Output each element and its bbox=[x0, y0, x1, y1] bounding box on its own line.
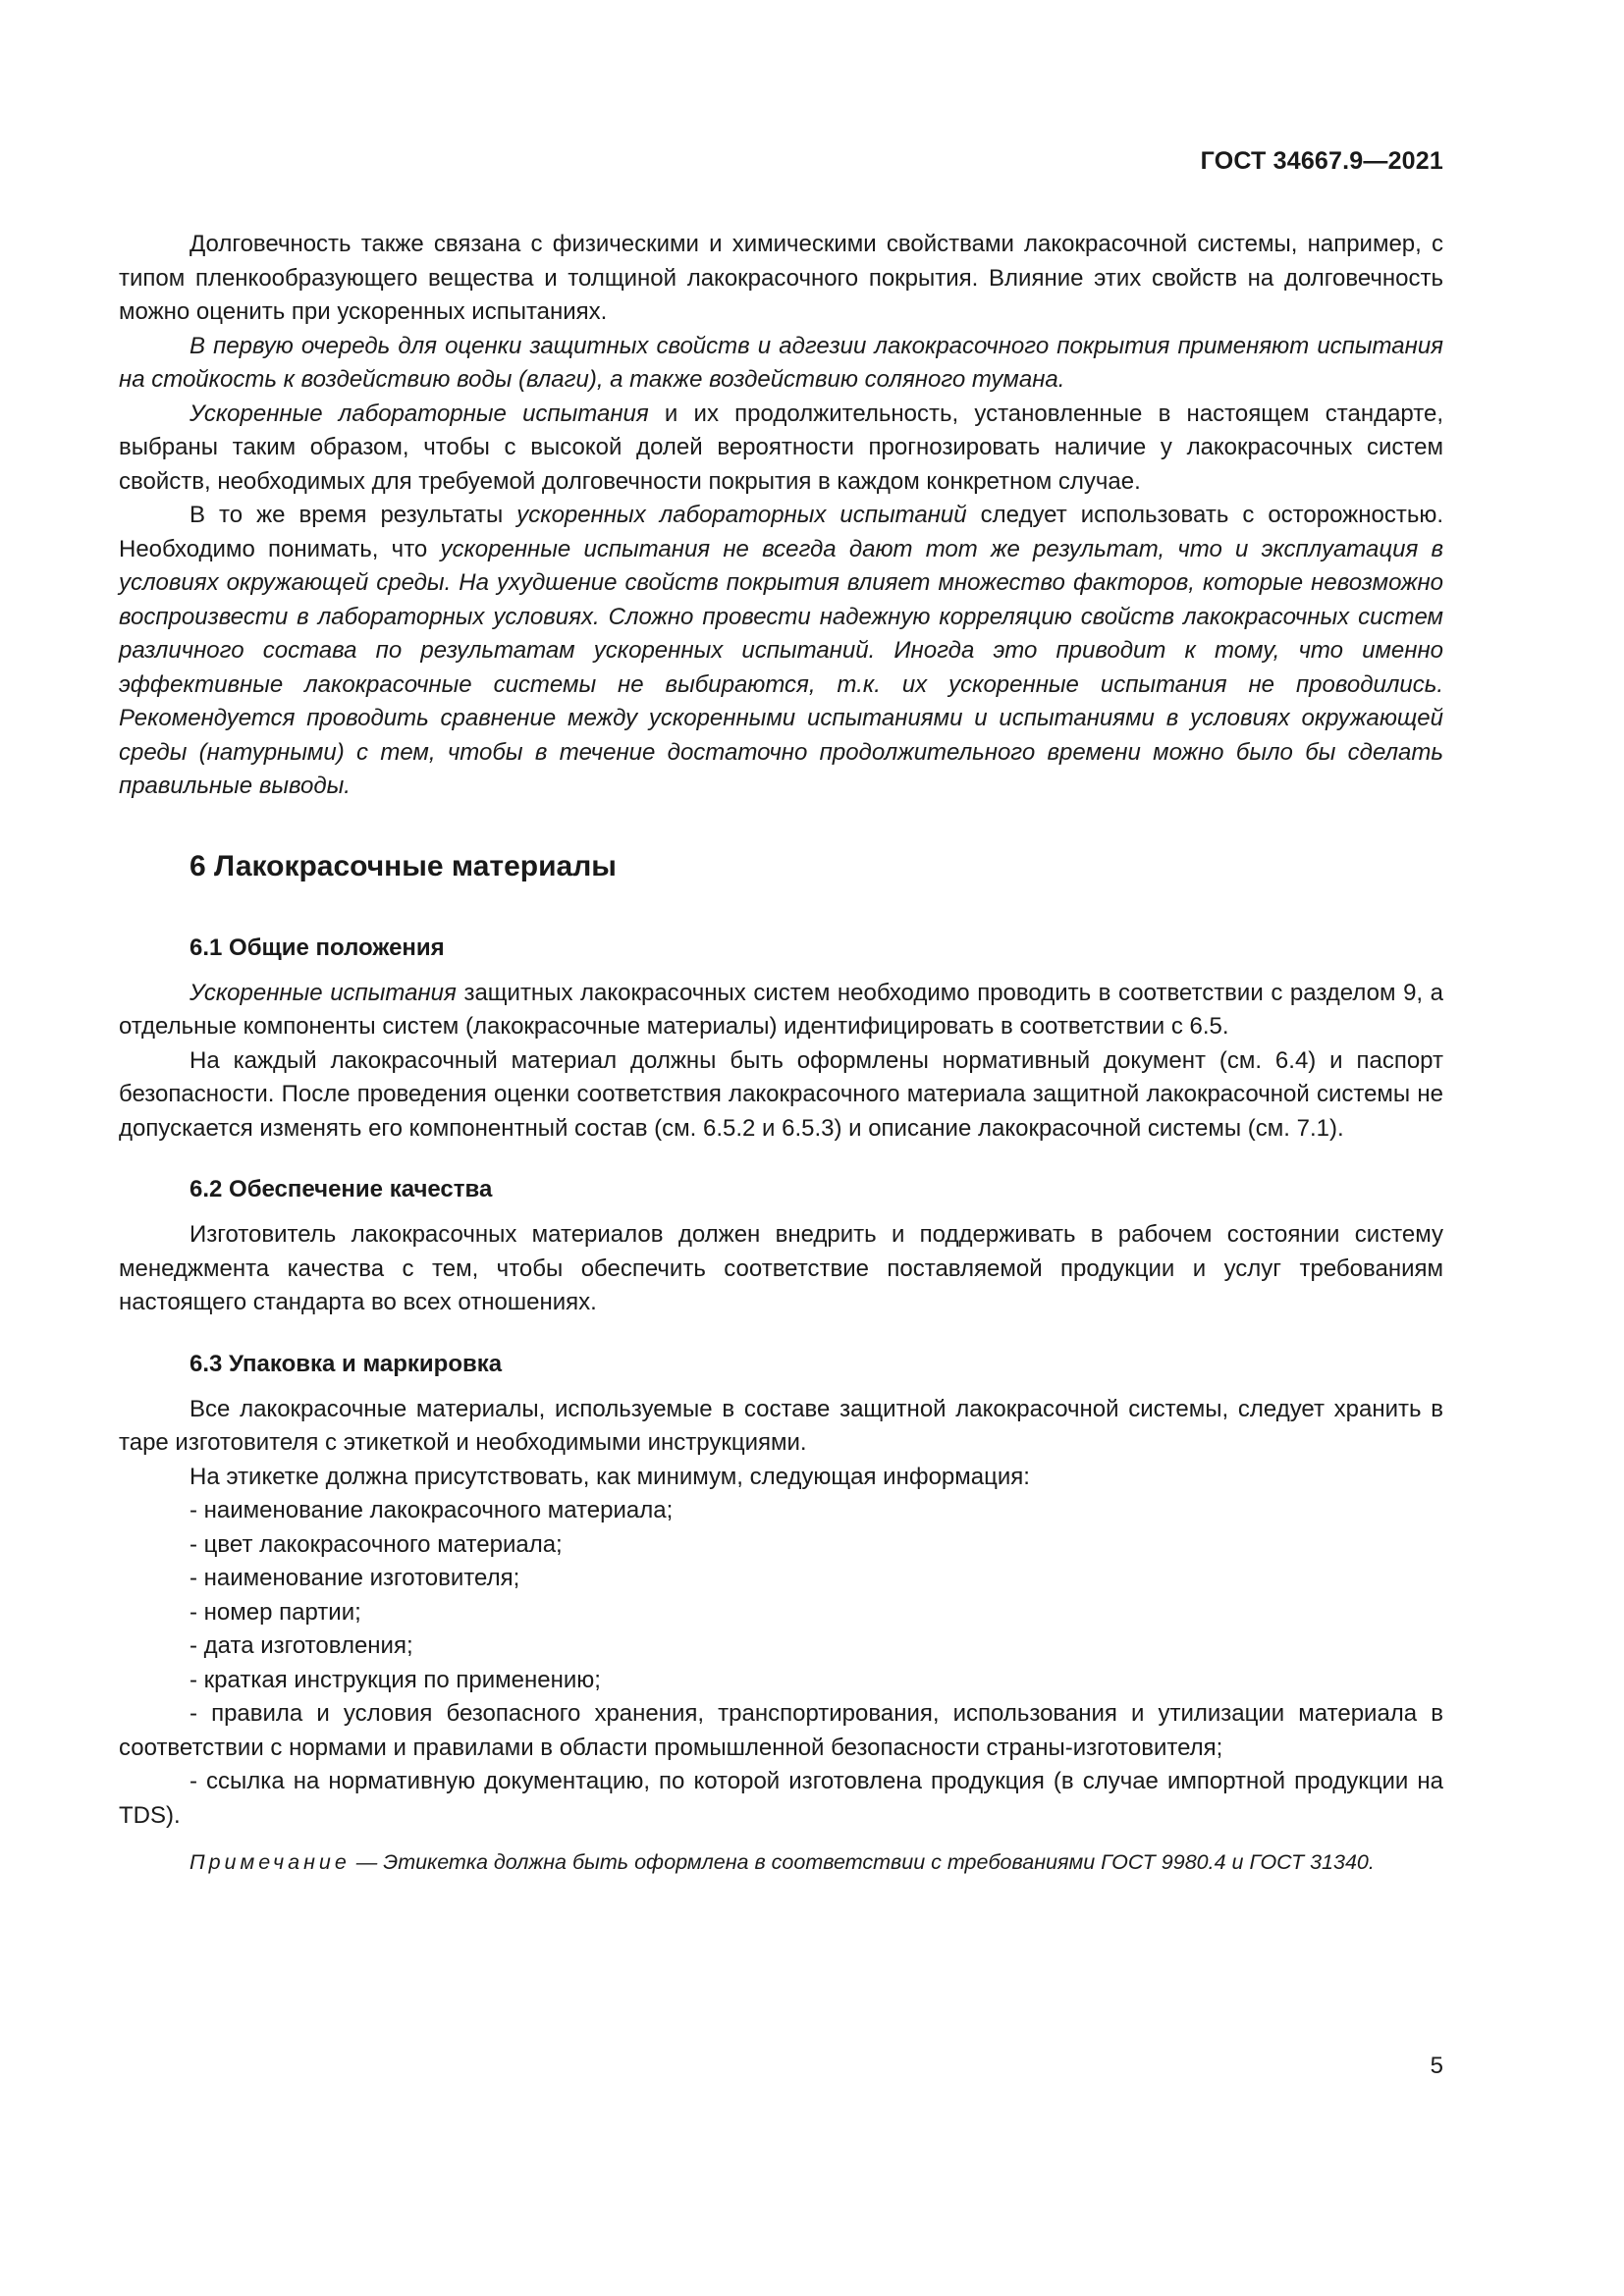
list-item: - дата изготовления; bbox=[189, 1632, 413, 1659]
list-item: - наименование изготовителя; bbox=[189, 1565, 520, 1591]
paragraph: Долговечность также связана с физическими и химическими свойствами лакокрасочной системы, например, с типом пленкообразующего вещества и толщиной лакокрасочного покрытия. Влияние этих свойств на долговечность можно оценить при ускоренных испытаниях. bbox=[119, 231, 1443, 325]
note-label: Примечание bbox=[189, 1850, 351, 1874]
paragraph: Изготовитель лакокрасочных материалов должен внедрить и поддерживать в рабочем состоянии систему менеджмента качества с тем, чтобы обеспечить соответствие поставляемой продукции и услуг требованиям настоящего стандарта во всех отношениях. bbox=[119, 1221, 1443, 1315]
paragraph bbox=[119, 398, 1443, 500]
emphasis: Ускоренные лабораторные испытания bbox=[189, 400, 649, 427]
list-item: - номер партии; bbox=[189, 1598, 361, 1626]
document-body bbox=[119, 228, 1443, 1878]
list-item: - ссылка на нормативную документацию, по которой изготовлена продукция (в случае импортной продукции на TDS). bbox=[119, 1768, 1443, 1829]
list-item: - наименование лакокрасочного материала; bbox=[189, 1497, 674, 1523]
document-code: ГОСТ 34667.9—2021 bbox=[1200, 147, 1443, 175]
emphasis: ускоренные испытания не всегда дают тот же результат, что и эксплуатация в условиях окружающей среды. На ухудшение свойств покрытия влияет множество факторов, которые невозможно воспроизвести в лабораторных условиях. Сложно провести надежную корреляцию свойств лакокрасочных систем различного состава по результатам ускоренных испытаний. Иногда это приводит к тому, что именно эффективные лакокрасочные системы не выбираются, т.к. их ускоренные испытания не проводились. Рекомендуется проводить сравнение между ускоренными испытаниями и испытаниями в условиях окружающей среды (натурными) с тем, чтобы в течение достаточно продолжительного времени можно было бы сделать правильные выводы. bbox=[119, 535, 1443, 799]
paragraph: На этикетке должна присутствовать, как минимум, следующая информация: bbox=[189, 1463, 1030, 1490]
paragraph bbox=[119, 977, 1443, 1044]
paragraph: На каждый лакокрасочный материал должны быть оформлены нормативный документ (см. 6.4) и паспорт безопасности. После проведения оценки соответствия лакокрасочного материала защитной лакокрасочной системы не допускается изменять его компонентный состав (см. 6.5.2 и 6.5.3) и описание лакокрасочной системы (см. 7.1). bbox=[119, 1046, 1443, 1142]
text-run: следует использовать с осторожностью. Необходимо понимать, что bbox=[119, 502, 1444, 562]
emphasis: ускоренных лабораторных испытаний bbox=[516, 502, 967, 528]
paragraph: Все лакокрасочные материалы, используемые в составе защитной лакокрасочной системы, следует хранить в таре изготовителя с этикеткой и необходимыми инструкциями. bbox=[119, 1395, 1443, 1456]
list-item: - краткая инструкция по применению; bbox=[189, 1666, 601, 1693]
text-run: В то же время результаты bbox=[189, 502, 517, 528]
section-title: 6 Лакокрасочные материалы bbox=[189, 849, 617, 882]
list-item: - цвет лакокрасочного материала; bbox=[189, 1530, 563, 1558]
emphasis: Ускоренные испытания bbox=[189, 979, 457, 1006]
paragraph bbox=[119, 499, 1443, 804]
paragraph: В первую очередь для оценки защитных свойств и адгезии лакокрасочного покрытия применяют испытания на стойкость к воздействию воды (влаги), а также воздействию соляного тумана. bbox=[119, 332, 1443, 393]
text-run: защитных лакокрасочных систем необходимо проводить в соответствии с разделом 9, а отдельные компоненты систем (лакокрасочные материалы) идентифицировать в соответствии с 6.5. bbox=[119, 979, 1444, 1040]
note bbox=[119, 1846, 1443, 1878]
page-number: 5 bbox=[1430, 2053, 1443, 2079]
subsection-title: 6.3 Упаковка и маркировка bbox=[189, 1350, 503, 1377]
subsection-title: 6.2 Обеспечение качества bbox=[189, 1176, 493, 1202]
text-run: и их продолжительность, установленные в настоящем стандарте, выбраны таким образом, чтобы с высокой долей вероятности прогнозировать наличие у лакокрасочных систем свойств, необходимых для требуемой долговечности покрытия в каждом конкретном случае. bbox=[119, 400, 1443, 495]
list-item: - правила и условия безопасного хранения, транспортирования, использования и утилизации материала в соответствии с нормами и правилами в области промышленной безопасности страны-изготовителя; bbox=[119, 1700, 1443, 1761]
note-text: — Этикетка должна быть оформлена в соответствии с требованиями ГОСТ 9980.4 и ГОСТ 31340. bbox=[350, 1850, 1375, 1874]
subsection-title: 6.1 Общие положения bbox=[189, 934, 445, 961]
